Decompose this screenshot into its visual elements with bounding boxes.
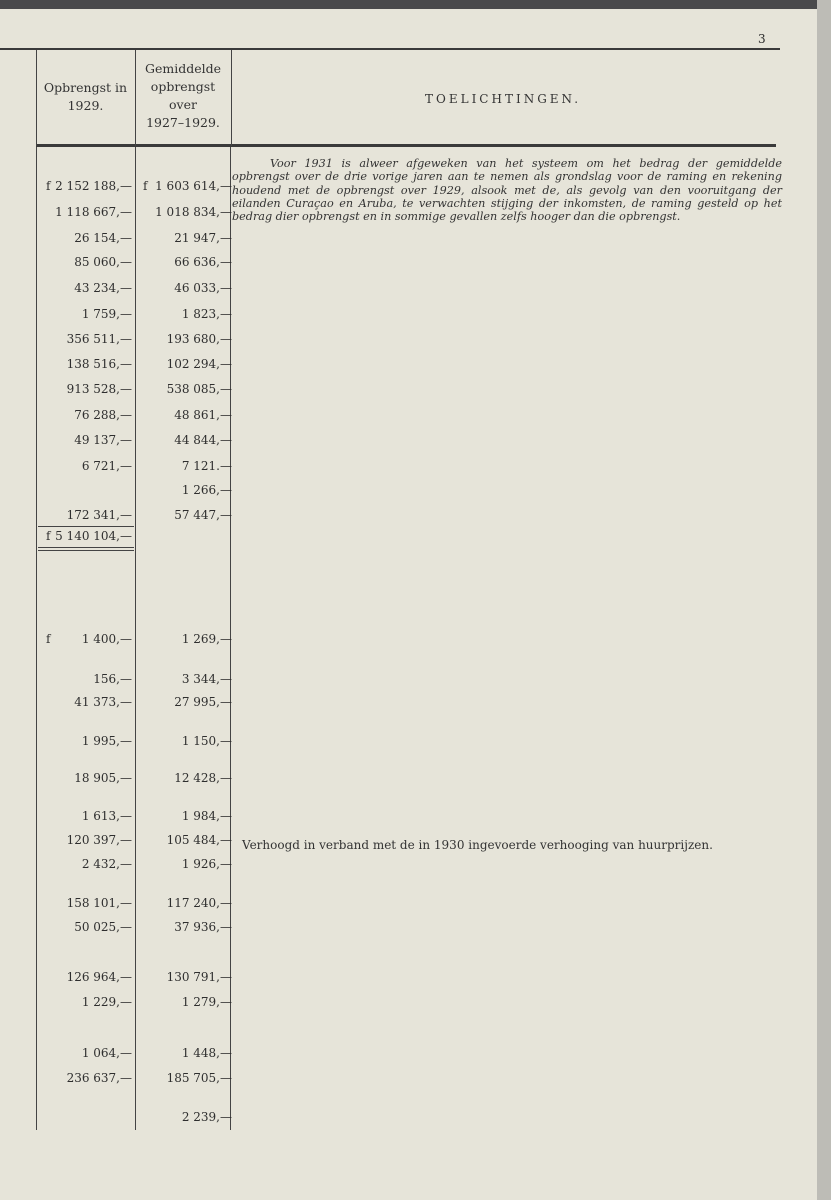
total-rule (38, 526, 134, 527)
table-cell-1929: 1 118 667,— (55, 205, 132, 219)
table-cell-avg: 1 448,— (181, 1046, 232, 1060)
table-cell-1929: 18 905,— (74, 771, 132, 785)
table-cell-avg: 66 636,— (174, 255, 232, 269)
page-number: 3 (758, 32, 766, 46)
table-total: 5 140 104,— (55, 529, 132, 543)
table-cell-avg: 21 947,— (174, 231, 232, 245)
table-cell-1929: 156,— (93, 672, 132, 686)
table-cell-avg: 1 926,— (181, 857, 232, 871)
table-cell-avg: 102 294,— (166, 357, 232, 371)
right-scan-border (817, 0, 831, 1200)
currency-sign: f (46, 632, 51, 646)
table-cell-avg: 37 936,— (174, 920, 232, 934)
table-cell-1929: 41 373,— (74, 695, 132, 709)
table-cell-1929: 6 721,— (81, 459, 132, 473)
table-cell-1929: 1 400,— (81, 632, 132, 646)
table-cell-avg: 1 823,— (181, 307, 232, 321)
table-cell-avg: 46 033,— (174, 281, 232, 295)
table-cell-1929: 120 397,— (66, 833, 132, 847)
header-opbrengst-1929 (36, 79, 135, 115)
table-cell-1929: 76 288,— (74, 408, 132, 422)
table-cell-1929: 138 516,— (66, 357, 132, 371)
table-cell-avg: 185 705,— (166, 1071, 232, 1085)
table-cell-avg: 1 279,— (181, 995, 232, 1009)
table-cell-1929: 1 064,— (81, 1046, 132, 1060)
table-cell-avg: 105 484,— (166, 833, 232, 847)
table-cell-avg: 130 791,— (166, 970, 232, 984)
top-scan-border (0, 0, 831, 9)
table-cell-1929: 1 995,— (81, 734, 132, 748)
table-cell-avg: 1 018 834,— (155, 205, 232, 219)
table-cell-avg: 193 680,— (166, 332, 232, 346)
table-cell-avg: 1 603 614,— (155, 179, 232, 193)
table-cell-1929: 49 137,— (74, 433, 132, 447)
table-cell-avg: 44 844,— (174, 433, 232, 447)
header-gemiddelde-opbrengst (135, 60, 231, 132)
table-cell-avg: 57 447,— (174, 508, 232, 522)
table-cell-avg: 1 269,— (181, 632, 232, 646)
total-double-rule (38, 550, 134, 551)
table-cell-avg: 2 239,— (181, 1110, 232, 1124)
table-cell-avg: 12 428,— (174, 771, 232, 785)
table-cell-avg: 117 240,— (166, 896, 232, 910)
table-cell-1929: 913 528,— (66, 382, 132, 396)
col-separator-header-2 (231, 50, 232, 146)
currency-sign: f (46, 529, 51, 543)
table-cell-1929: 26 154,— (74, 231, 132, 245)
header-col1-line: 1929. (67, 98, 104, 113)
header-col2-line: over (169, 97, 197, 112)
header-top-rule (0, 48, 780, 50)
table-cell-1929: 2 432,— (81, 857, 132, 871)
table-cell-avg: 3 344,— (181, 672, 232, 686)
table-cell-avg: 27 995,— (174, 695, 232, 709)
header-col2-line: opbrengst (150, 79, 216, 94)
currency-sign: f (143, 179, 148, 193)
table-cell-1929: 158 101,— (66, 896, 132, 910)
table-cell-avg: 7 121.— (181, 459, 232, 473)
table-cell-avg: 48 861,— (174, 408, 232, 422)
table-cell-avg: 1 150,— (181, 734, 232, 748)
table-cell-avg: 1 984,— (181, 809, 232, 823)
table-cell-1929: 2 152 188,— (55, 179, 132, 193)
table-cell-1929: 1 229,— (81, 995, 132, 1009)
table-cell-1929: 126 964,— (66, 970, 132, 984)
explanatory-note-2: Verhoogd in verband met de in 1930 ingevoerde verhooging van huurprijzen. (242, 838, 713, 852)
total-double-rule (38, 547, 134, 548)
header-col1-line: Opbrengst in (43, 80, 128, 95)
header-bottom-rule (36, 144, 776, 147)
header-toelichtingen: TOELICHTINGEN. (425, 92, 582, 106)
header-col2-line: Gemiddelde (144, 61, 222, 76)
table-cell-1929: 1 613,— (81, 809, 132, 823)
table-cell-avg: 538 085,— (166, 382, 232, 396)
explanatory-note-1 (232, 157, 782, 223)
table-cell-1929: 50 025,— (74, 920, 132, 934)
header-col2-line: 1927–1929. (146, 115, 220, 130)
table-cell-1929: 236 637,— (66, 1071, 132, 1085)
currency-sign: f (46, 179, 51, 193)
table-cell-1929: 43 234,— (74, 281, 132, 295)
col-separator-1 (135, 147, 136, 1130)
table-cell-1929: 85 060,— (74, 255, 132, 269)
table-cell-1929: 356 511,— (66, 332, 132, 346)
table-cell-1929: 1 759,— (81, 307, 132, 321)
table-cell-avg: 1 266,— (181, 483, 232, 497)
table-cell-1929: 172 341,— (66, 508, 132, 522)
col-left-border (36, 147, 37, 1130)
explanatory-note-1-text: Voor 1931 is alweer afgeweken van het systeem om het bedrag der gemiddelde opbrengst over de drie vorige jaren aan te nemen als grondslag voor de raming en rekening houdend met de opbrengst over 1929, alsook met de, als gevolg van den vooruitgang der eilanden Curaçao en Aruba, te verwachten stijging der inkomsten, de raming gesteld op het bedrag dier opbrengst en in sommige gevallen zelfs hooger dan die opbrengst. (232, 157, 782, 224)
